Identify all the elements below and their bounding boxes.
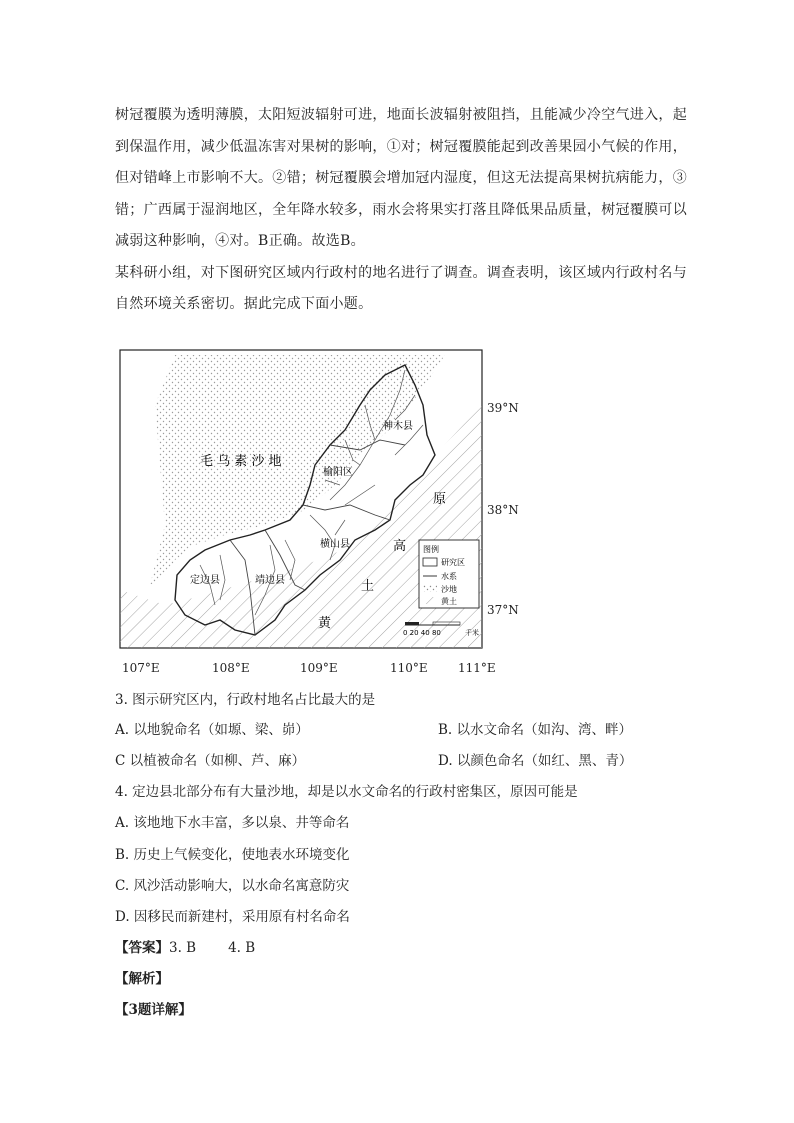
label-jingbian: 靖边县 [255, 575, 285, 586]
q4-option-b: B. 历史上气候变化，使地表水环境变化 [115, 847, 350, 863]
lon-111: 111°E [458, 661, 496, 675]
intro-line-1: 某科研小组，对下图研究区域内行政村的地名进行了调查。调查表明，该区域内行政村名与 [115, 265, 687, 281]
lat-39: 39°N [487, 401, 519, 415]
study-area-map [105, 345, 485, 650]
svg-text:千米: 千米 [465, 629, 479, 637]
label-maowusu-sandland: 毛 乌 素 沙 地 [200, 454, 282, 469]
q3-option-c: C 以植被命名（如柳、芦、麻） [115, 753, 306, 769]
paragraph-line-1: 树冠覆膜为透明薄膜，太阳短波辐射可进，地面长波辐射被阻挡，且能减少冷空气进入，起 [115, 107, 687, 123]
q3-stem: 3. 图示研究区内，行政村地名占比最大的是 [115, 692, 376, 708]
q4-option-a: A. 该地地下水丰富，多以泉、井等命名 [115, 815, 350, 831]
intro-line-2: 自然环境关系密切。据此完成下面小题。 [115, 296, 373, 312]
paragraph-line-2: 到保温作用，减少低温冻害对果树的影响，①对；树冠覆膜能起到改善果园小气候的作用， [115, 139, 687, 155]
legend-study-area: 研究区 [441, 558, 465, 567]
paragraph-line-5: 减弱这种影响，④对。B正确。故选B。 [115, 233, 365, 249]
detail-label: 【3题详解】 [115, 1002, 192, 1018]
lon-108: 108°E [212, 661, 250, 675]
lon-110: 110°E [390, 661, 428, 675]
label-yuan: 原 [433, 492, 447, 507]
label-yuyang: 榆阳区 [323, 467, 353, 478]
answer-label: 【答案】 [115, 940, 169, 956]
paragraph-line-4: 错；广西属于湿润地区，全年降水较多，雨水会将果实打落且降低果品质量，树冠覆膜可以 [115, 202, 687, 218]
answer-q3: 3. B [169, 940, 197, 956]
answer-q4: 4. B [228, 940, 256, 956]
legend-title: 图例 [423, 545, 439, 554]
legend-loess: 黄土 [441, 597, 457, 606]
label-gao: 高 [393, 539, 407, 554]
q3-option-a: A. 以地貌命名（如塬、梁、峁） [115, 722, 309, 738]
label-tu: 土 [361, 579, 375, 594]
lat-38: 38°N [487, 503, 519, 517]
lon-109: 109°E [300, 661, 338, 675]
legend-sand: 沙地 [441, 585, 457, 594]
lon-107: 107°E [122, 661, 160, 675]
q4-stem: 4. 定边县北部分布有大量沙地，却是以水文命名的行政村密集区，原因可能是 [115, 784, 578, 800]
label-hengshan: 横山县 [320, 539, 350, 550]
answer-line [115, 936, 255, 956]
lat-37: 37°N [487, 603, 519, 617]
label-dingbian: 定边县 [190, 575, 220, 586]
label-shenmu: 神木县 [383, 421, 413, 432]
q3-option-b: B. 以水文命名（如沟、湾、畔） [438, 722, 633, 738]
svg-text:0 20 40 80: 0 20 40 80 [403, 629, 441, 637]
legend-water: 水系 [441, 572, 457, 581]
analysis-label: 【解析】 [115, 971, 169, 987]
paragraph-line-3: 但对错峰上市影响不大。②错；树冠覆膜会增加冠内湿度，但这无法提高果树抗病能力，③ [115, 170, 687, 186]
q4-option-d: D. 因移民而新建村，采用原有村名命名 [115, 909, 350, 925]
q3-option-d: D. 以颜色命名（如红、黑、青） [438, 753, 633, 769]
q4-option-c: C. 风沙活动影响大，以水命名寓意防灾 [115, 878, 350, 894]
label-huang: 黄 [318, 616, 332, 631]
